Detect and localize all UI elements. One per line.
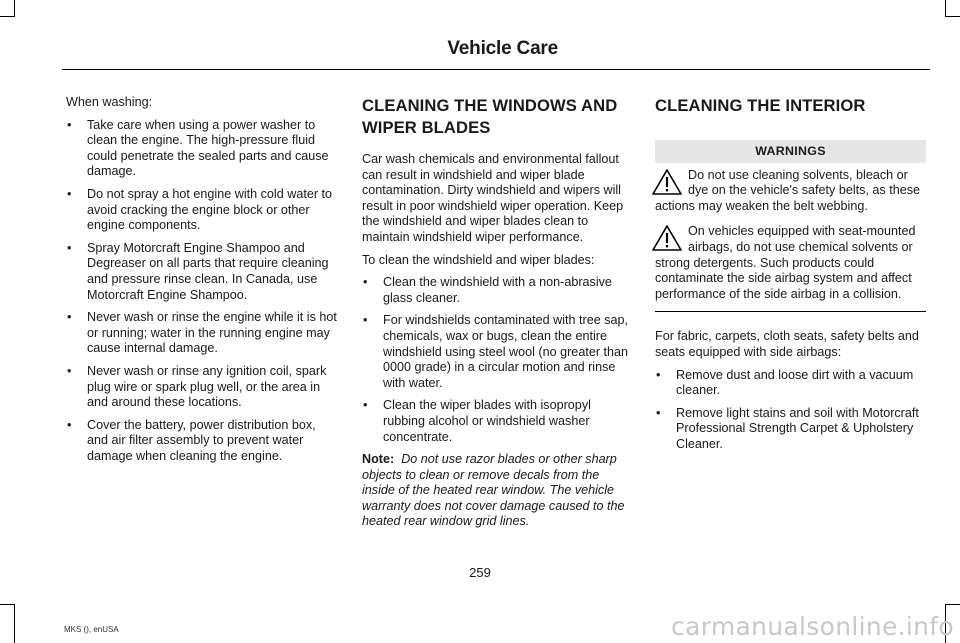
crop-mark bbox=[945, 604, 960, 605]
list-item: • Do not spray a hot engine with cold water to avoid cracking the engine block or other engine components. bbox=[67, 186, 333, 233]
list-item: • Remove light stains and soil with Motorcraft Professional Strength Carpet & Upholstery Cleaner. bbox=[656, 405, 919, 451]
list-item: • Never wash or rinse any ignition coil, spark plug wire or spark plug well, or the area in and around these locations. bbox=[67, 363, 327, 410]
crop-mark bbox=[14, 0, 15, 17]
bullet-icon: • bbox=[67, 363, 72, 378]
interior-list bbox=[655, 368, 926, 453]
list-item: • Never wash or rinse the engine while it is hot or running; water in the running engine may cause internal damage. bbox=[67, 310, 337, 356]
footer-code: MKS (), enUSA bbox=[64, 625, 119, 634]
list-item: • For windshields contaminated with tree sap, chemicals, wax or bugs, clean the entire windshield using steel wool (no greater than 0000 grade) in a circular motion and rinse with water. bbox=[363, 313, 629, 390]
windows-instructions-intro: To clean the windshield and wiper blades: bbox=[362, 252, 595, 267]
bullet-icon: • bbox=[67, 310, 72, 325]
section-heading-windows: CLEANING THE WINDOWS AND WIPER BLADES bbox=[362, 96, 618, 137]
section-heading-interior: CLEANING THE INTERIOR bbox=[655, 96, 866, 115]
bullet-icon: • bbox=[656, 405, 661, 420]
windows-paragraph: Car wash chemicals and environmental fallout can result in windshield and wiper blade contamination. Dirty windshield and wipers will result in poor windshield wiper operation. Keep the windshield and wiper blades clean to maintain windshield wiper performance. bbox=[362, 152, 624, 244]
list-item: • Cover the battery, power distribution box, and air filter assembly to prevent water damage when cleaning the engine. bbox=[67, 417, 316, 463]
column-washing bbox=[66, 95, 338, 471]
list-item: • Remove dust and loose dirt with a vacuum cleaner. bbox=[656, 367, 914, 398]
list-item: • Spray Motorcraft Engine Shampoo and Degreaser on all parts that require cleaning and pressure rinse clean. In Canada, use Motorcraft Engine Shampoo. bbox=[67, 240, 329, 302]
washing-intro: When washing: bbox=[66, 95, 153, 109]
page-title: Vehicle Care bbox=[447, 38, 558, 59]
warning-item bbox=[655, 168, 926, 215]
crop-mark bbox=[945, 0, 946, 17]
warning-item bbox=[655, 224, 926, 302]
warnings-title: WARNINGS bbox=[655, 140, 926, 163]
bullet-icon: • bbox=[656, 367, 661, 382]
note bbox=[362, 452, 632, 530]
header-divider bbox=[62, 69, 930, 70]
warning-text: On vehicles equipped with seat-mounted airbags, do not use chemical solvents or strong detergents. Such products could contaminate the side airbag system and affect performance of the side airbag in a collision. bbox=[655, 224, 916, 301]
bullet-icon: • bbox=[363, 275, 368, 290]
column-interior bbox=[655, 95, 926, 460]
list-item: • Clean the wiper blades with isopropyl rubbing alcohol or windshield washer concentrate. bbox=[363, 398, 591, 444]
warning-text: Do not use cleaning solvents, bleach or dye on the vehicle's safety belts, as these actions may weaken the belt webbing. bbox=[655, 167, 921, 213]
page-number: 259 bbox=[469, 565, 491, 580]
column-windows bbox=[362, 95, 632, 537]
list-item: • Take care when using a power washer to clean the engine. The high-pressure fluid could penetrate the sealed parts and cause damage. bbox=[67, 117, 329, 179]
bullet-icon: • bbox=[363, 313, 368, 328]
washing-list bbox=[66, 118, 338, 465]
bullet-icon: • bbox=[67, 417, 72, 432]
warning-triangle-icon bbox=[650, 168, 684, 196]
list-item: • Clean the windshield with a non-abrasive glass cleaner. bbox=[363, 275, 612, 305]
watermark: carmanualsonline.info bbox=[671, 612, 954, 641]
bullet-icon: • bbox=[67, 117, 72, 132]
crop-mark bbox=[945, 16, 960, 17]
windows-list bbox=[362, 275, 632, 445]
bullet-icon: • bbox=[67, 186, 72, 201]
bullet-icon: • bbox=[363, 398, 368, 413]
crop-mark bbox=[0, 16, 15, 17]
interior-paragraph: For fabric, carpets, cloth seats, safety belts and seats equipped with side airbags: bbox=[655, 329, 919, 359]
note-text: Do not use razor blades or other sharp objects to clean or remove decals from the inside of the heated rear window. The vehicle warranty does not cover damage caused to the heated rear window grid lines. bbox=[362, 452, 625, 529]
crop-mark bbox=[0, 604, 15, 605]
warnings-divider bbox=[655, 311, 926, 312]
note-label: Note: bbox=[362, 452, 395, 467]
warning-triangle-icon bbox=[650, 224, 684, 252]
bullet-icon: • bbox=[67, 240, 72, 255]
crop-mark bbox=[14, 604, 15, 643]
